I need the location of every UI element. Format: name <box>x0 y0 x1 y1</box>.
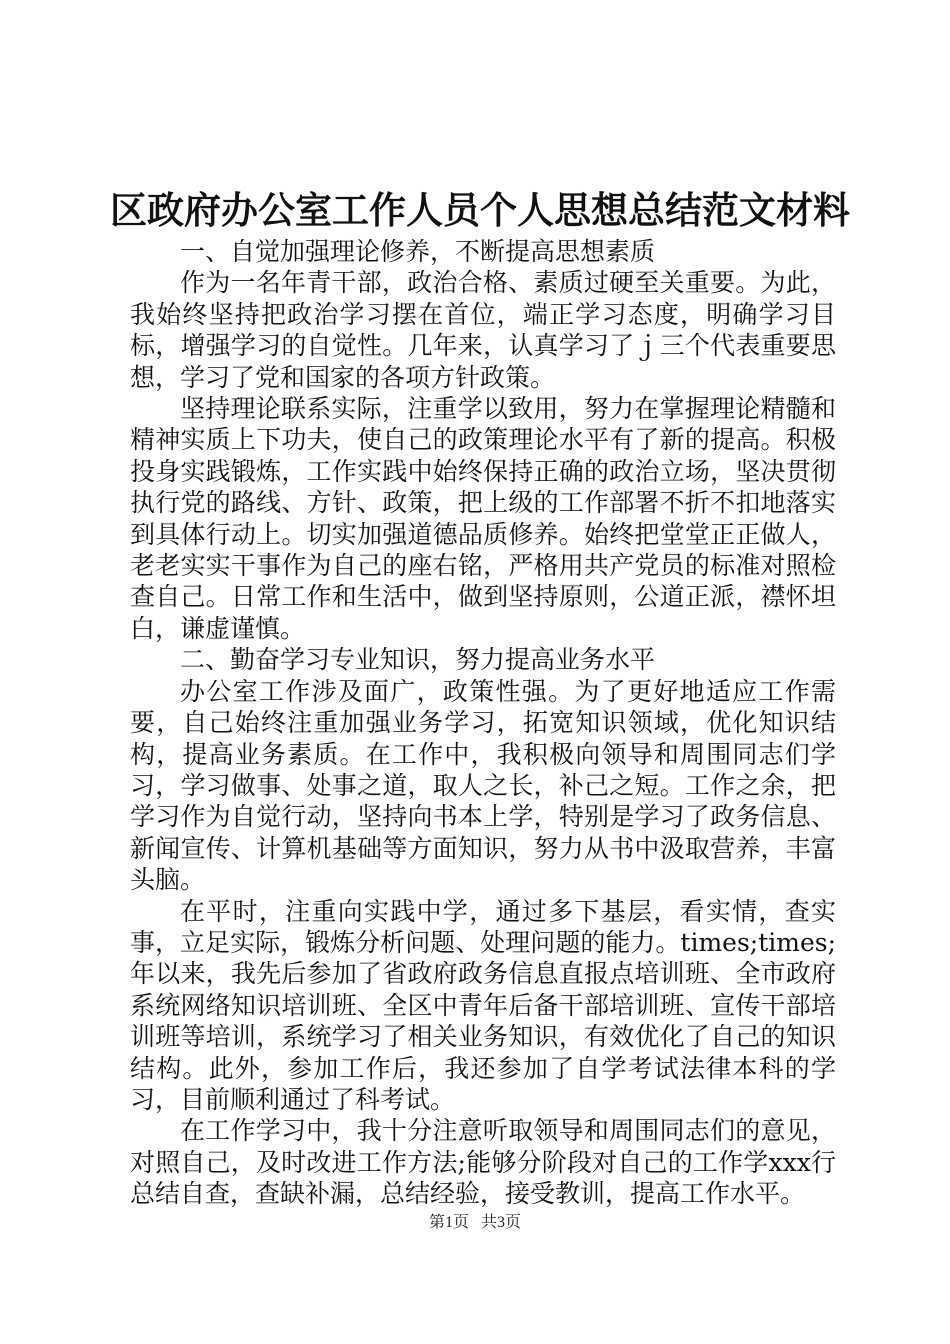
paragraph: 办公室工作涉及面广，政策性强。为了更好地适应工作需要，自己始终注重加强业务学习，拓宽知识领域，优化知识结构，提高业务素质。在工作中，我积极向领导和周围同志们学习，学习做事、处事之道，取人之长，补己之短。工作之余，把学习作为自觉行动，坚持向书本上学，特别是学习了政务信息、新闻宣传、计算机基础等方面知识，努力从书中汲取营养，丰富头脑。 <box>130 676 836 895</box>
paragraph: 在工作学习中，我十分注意听取领导和周围同志们的意见，对照自己，及时改进工作方法;能够分阶段对自己的工作学xxx行总结自查，查缺补漏，总结经验，接受教训，提高工作水平。 <box>130 1116 836 1209</box>
section-heading-2: 二、勤奋学习专业知识，努力提高业务水平 <box>180 645 656 675</box>
paragraph: 在平时，注重向实践中学，通过多下基层，看实情，查实事，立足实际，锻炼分析问题、处理问题的能力。times;times;年以来，我先后参加了省政府政务信息直报点培训班、全市政府系统网络知识培训班、全区中青年后备干部培训班、宣传干部培训班等培训，系统学习了相关业务知识，有效优化了自己的知识结构。此外，参加工作后，我还参加了自学考试法律本科的学习，目前顺利通过了科考试。 <box>130 896 836 1114</box>
page-number-current: 第1页 <box>428 1214 469 1231</box>
paragraph: 作为一名年青干部，政治合格、素质过硬至关重要。为此，我始终坚持把政治学习摆在首位，端正学习态度，明确学习目标，增强学习的自觉性。几年来，认真学习了ｊ三个代表重要思想，学习了党和国家的各项方针政策。 <box>130 268 836 392</box>
section-heading-1: 一、自觉加强理论修养，不断提高思想素质 <box>180 237 656 266</box>
page-number-total: 共3页 <box>481 1214 522 1231</box>
paragraph: 坚持理论联系实际，注重学以致用，努力在掌握理论精髓和精神实质上下功夫，使自己的政策理论水平有了新的提高。积极投身实践锻炼，工作实践中始终保持正确的政治立场，坚决贯彻执行党的路线、方针、政策，把上级的工作部署不折不扣地落实到具体行动上。切实加强道德品质修养。始终把堂堂正正做人，老老实实干事作为自己的座右铭，严格用共产党员的标准对照检查自己。日常工作和生活中，做到坚持原则，公道正派，襟怀坦白，谦虚谨慎。 <box>130 394 836 643</box>
document-body <box>130 236 836 1210</box>
page-footer <box>0 1213 950 1233</box>
document-title: 区政府办公室工作人员个人思想总结范文材料 <box>110 188 850 232</box>
